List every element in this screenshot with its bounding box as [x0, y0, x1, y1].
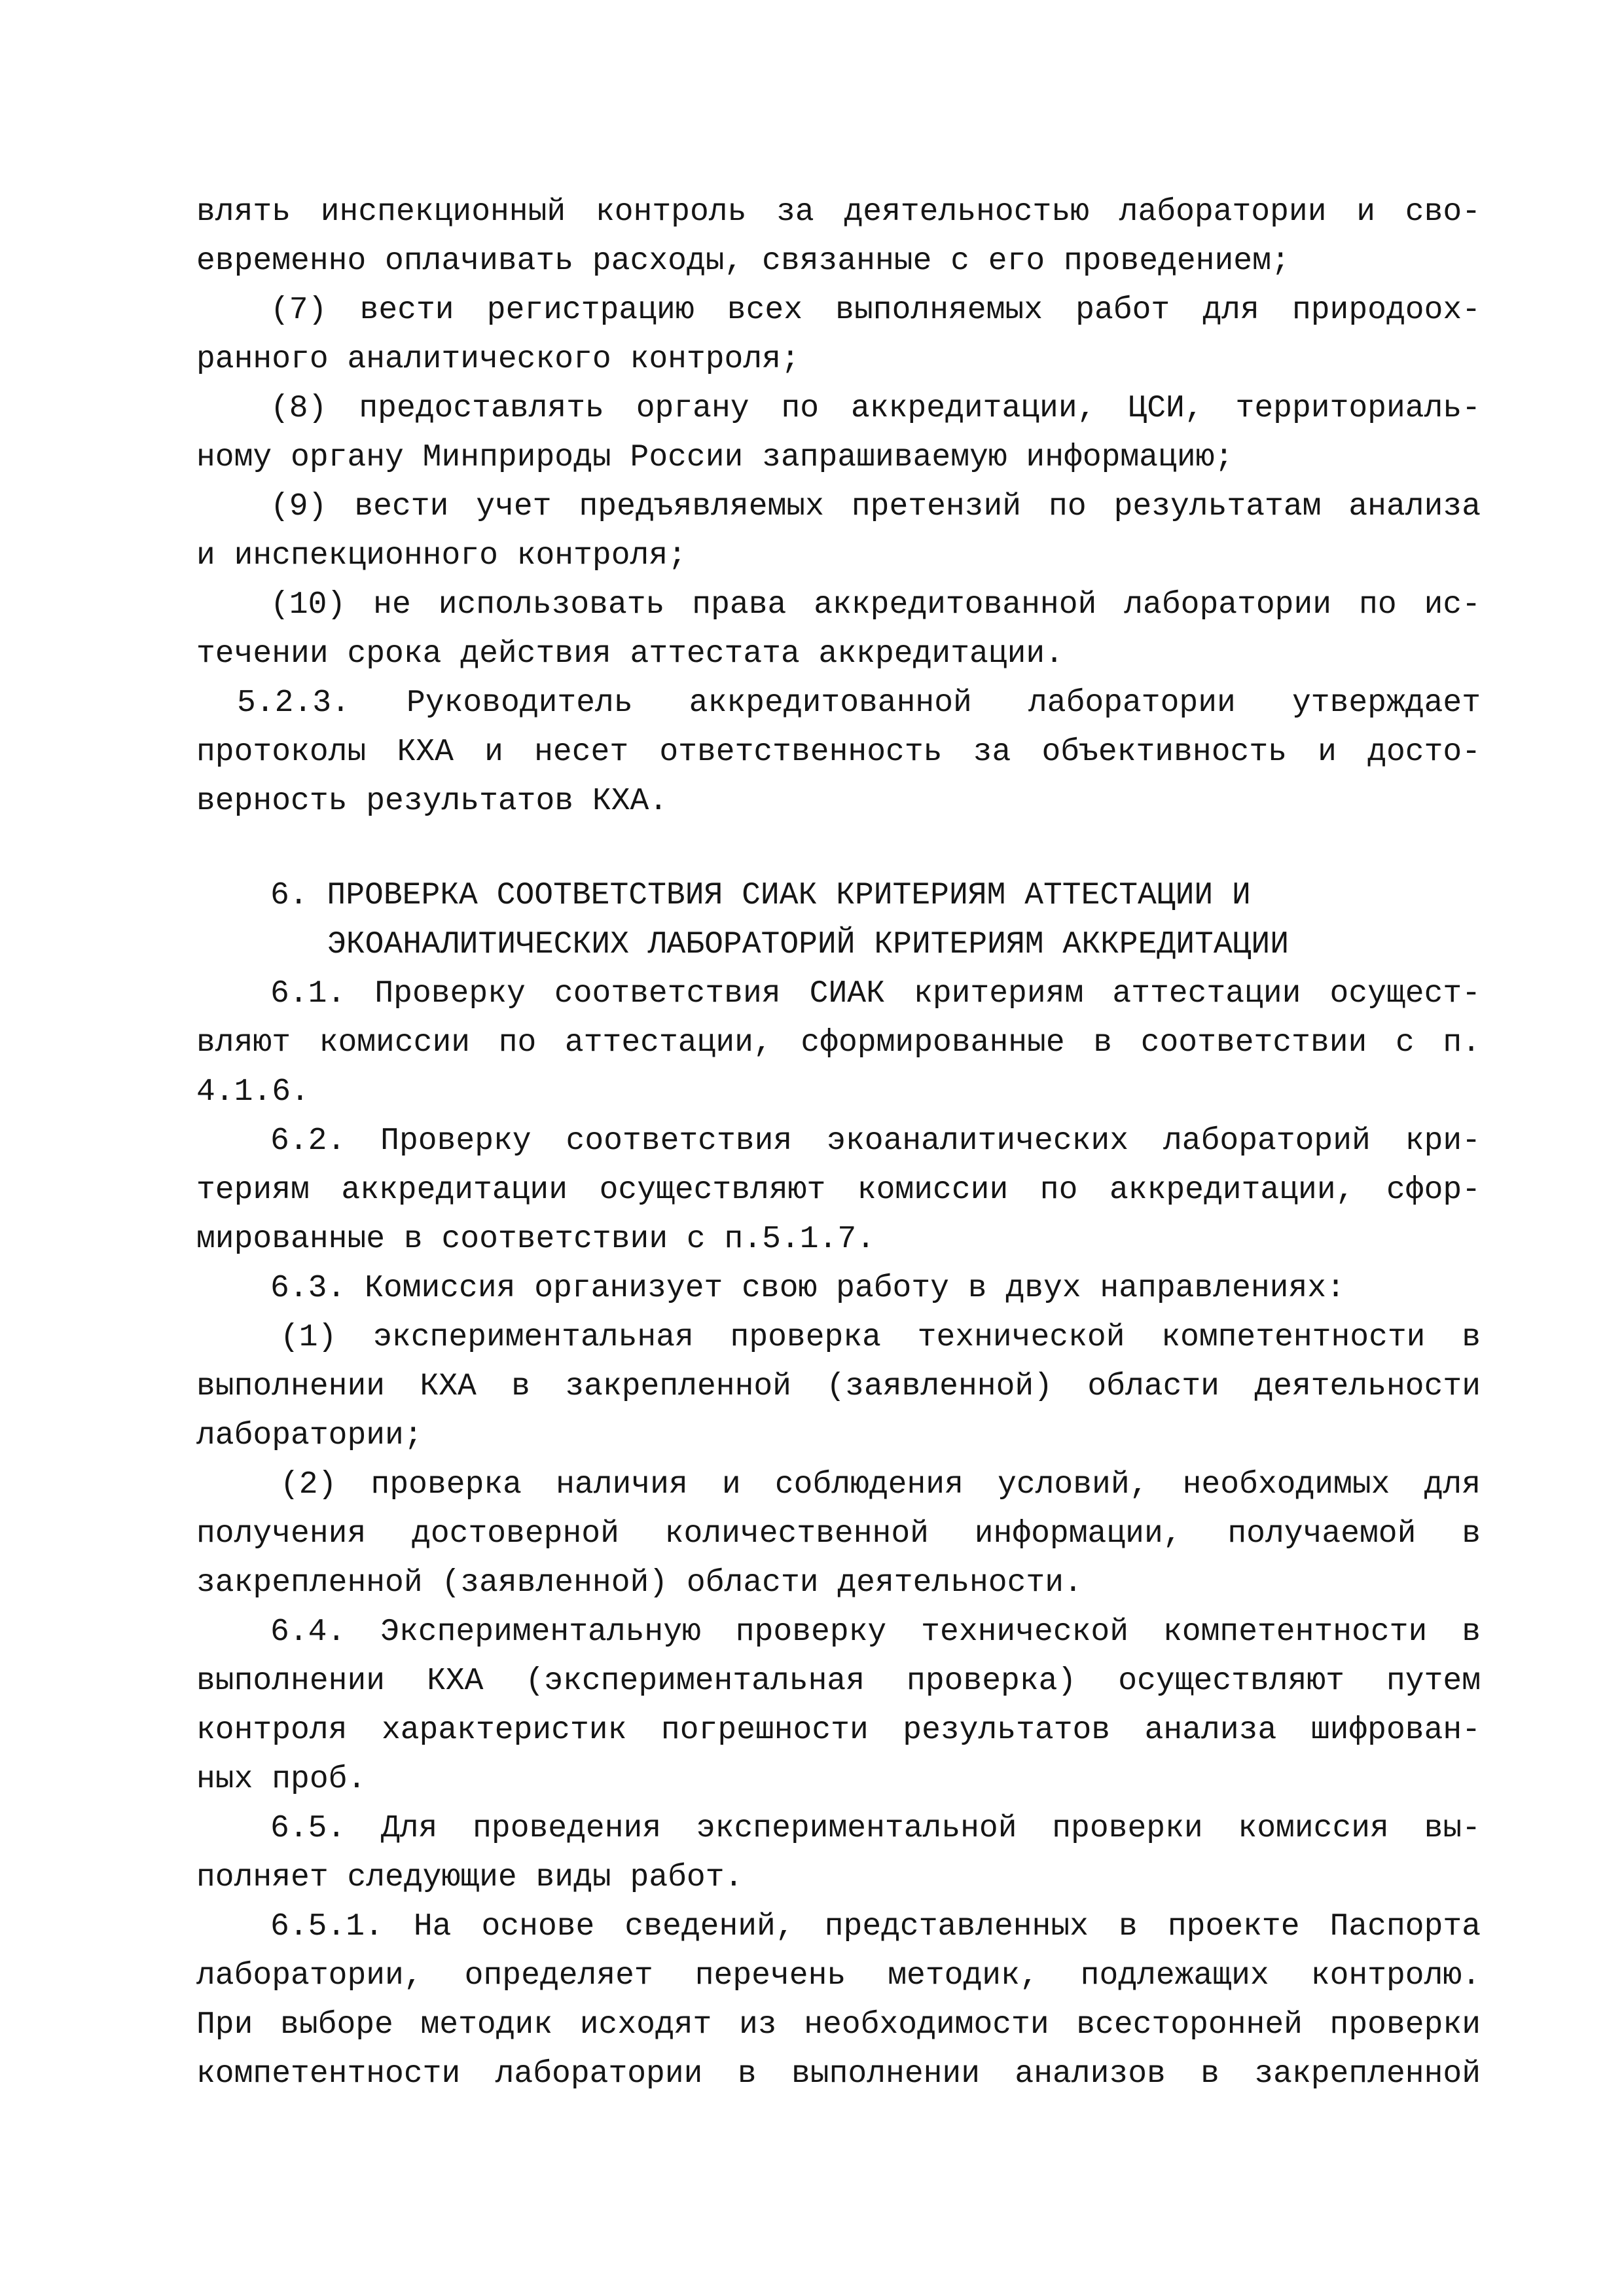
- text-line: выполнении КХА в закрепленной (заявленной) области деятельности: [196, 1369, 1481, 1404]
- text-line: закрепленной (заявленной) области деятельности.: [196, 1565, 1083, 1601]
- text-line: 6.5. Для проведения экспериментальной проверки комиссия вы-: [270, 1811, 1481, 1846]
- text-line: 6.1. Проверку соответствия СИАК критериям аттестации осущест-: [270, 976, 1481, 1011]
- text-line: 6.4. Экспериментальную проверку технической компетентности в: [270, 1614, 1481, 1650]
- text-line: получения достоверной количественной информации, получаемой в: [196, 1516, 1481, 1552]
- text-line: 6.2. Проверку соответствия экоаналитических лабораторий кри-: [270, 1123, 1481, 1159]
- text-line: 4.1.6.: [196, 1074, 310, 1110]
- section-heading: 6. ПРОВЕРКА СООТВЕТСТВИЯ СИАК КРИТЕРИЯМ АТТЕСТАЦИИ И: [270, 878, 1251, 913]
- text-line: верность результатов КХА.: [196, 784, 668, 819]
- text-line: евременно оплачивать расходы, связанные с его проведением;: [196, 244, 1290, 279]
- section-heading: ЭКОАНАЛИТИЧЕСКИХ ЛАБОРАТОРИЙ КРИТЕРИЯМ АККРЕДИТАЦИИ: [327, 927, 1290, 962]
- text-line: 6.3. Комиссия организует свою работу в двух направлениях:: [270, 1271, 1345, 1306]
- text-line: (2) проверка наличия и соблюдения условий, необходимых для: [280, 1467, 1481, 1503]
- text-line: ранного аналитического контроля;: [196, 342, 800, 377]
- text-line: лаборатории, определяет перечень методик, подлежащих контролю.: [196, 1958, 1481, 1994]
- text-line: вляют комиссии по аттестации, сформированные в соответствии с п.: [196, 1025, 1481, 1061]
- text-line: течении срока действия аттестата аккредитации.: [196, 636, 1064, 672]
- text-line: 5.2.3. Руководитель аккредитованной лаборатории утверждает: [237, 685, 1481, 721]
- text-line: лаборатории;: [196, 1418, 423, 1453]
- text-line: 6.5.1. На основе сведений, представленных в проекте Паспорта: [270, 1909, 1481, 1944]
- text-line: (7) вести регистрацию всех выполняемых работ для природоох-: [270, 293, 1481, 328]
- text-line: полняет следующие виды работ.: [196, 1860, 744, 1895]
- text-line: влять инспекционный контроль за деятельностью лаборатории и сво-: [196, 194, 1481, 230]
- text-line: При выборе методик исходят из необходимости всесторонней проверки: [196, 2007, 1481, 2043]
- text-line: (8) предоставлять органу по аккредитации, ЦСИ, территориаль-: [270, 391, 1481, 426]
- text-line: контроля характеристик погрешности результатов анализа шифрован-: [196, 1713, 1481, 1748]
- text-line: ному органу Минприроды России запрашиваемую информацию;: [196, 440, 1234, 475]
- document-page: [196, 188, 1481, 2099]
- text-line: териям аккредитации осуществляют комиссии по аккредитации, сфор-: [196, 1173, 1481, 1208]
- text-line: мированные в соответствии с п.5.1.7.: [196, 1222, 875, 1257]
- text-line: протоколы КХА и несет ответственность за объективность и досто-: [196, 735, 1481, 770]
- text-line: компетентности лаборатории в выполнении анализов в закрепленной: [196, 2056, 1481, 2092]
- text-line: и инспекционного контроля;: [196, 538, 687, 574]
- paragraph-gap: [196, 826, 1481, 871]
- text-line: (10) не использовать права аккредитованной лаборатории по ис-: [270, 587, 1481, 623]
- text-line: (1) экспериментальная проверка технической компетентности в: [280, 1320, 1481, 1355]
- text-line: выполнении КХА (экспериментальная проверка) осуществляют путем: [196, 1664, 1481, 1699]
- text-line: ных проб.: [196, 1762, 367, 1797]
- text-line: (9) вести учет предъявляемых претензий по результатам анализа: [270, 489, 1481, 524]
